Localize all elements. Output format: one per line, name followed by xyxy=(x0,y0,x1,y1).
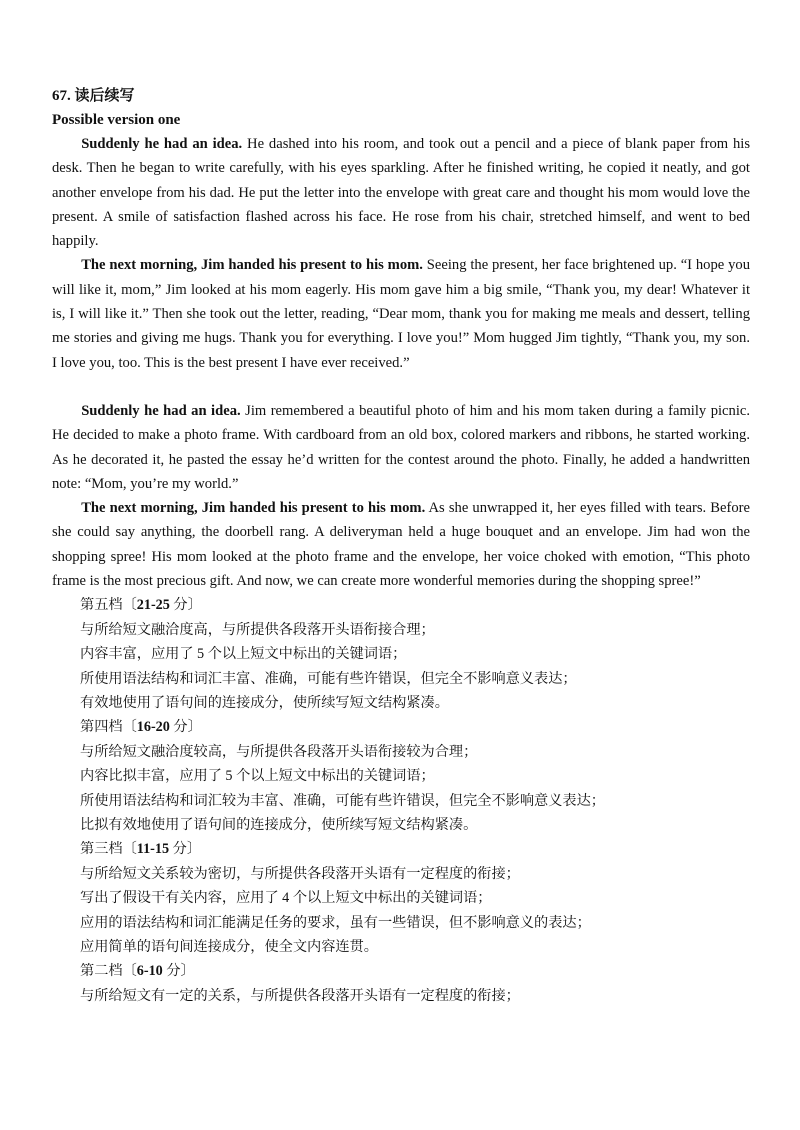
paragraph-lead: The next morning, Jim handed his present to his mom. xyxy=(81,500,426,517)
version-two-paragraph-2 xyxy=(52,496,750,593)
rubric-line: 所使用语法结构和词汇较为丰富、准确，可能有些许错误，但完全不影响意义表达； xyxy=(80,792,605,809)
answer-page xyxy=(52,84,750,1008)
rubric-level-2-title: 第二档〔6-10 分〕 xyxy=(80,963,195,980)
rubric-level-3-title: 第三档〔11-15 分〕 xyxy=(80,841,202,858)
rubric-line: 有效地使用了语句间的连接成分，使所续写短文结构紧凑。 xyxy=(80,694,449,711)
version-heading: Possible version one xyxy=(52,112,181,128)
version-one-paragraph-2 xyxy=(52,253,750,374)
rubric-line: 与所给短文有一定的关系，与所提供各段落开头语有一定程度的衔接； xyxy=(80,987,520,1004)
rubric-line: 与所给短文关系较为密切，与所提供各段落开头语有一定程度的衔接； xyxy=(80,865,520,882)
paragraph-lead: Suddenly he had an idea. xyxy=(81,402,241,419)
version-one-paragraph-1 xyxy=(52,132,750,253)
rubric-line: 内容比拟丰富，应用了 5 个以上短文中标出的关键词语； xyxy=(80,768,435,785)
rubric-line: 比拟有效地使用了语句间的连接成分，使所续写短文结构紧凑。 xyxy=(80,817,478,833)
rubric-line: 写出了假设干有关内容，应用了 4 个以上短文中标出的关键词语； xyxy=(80,890,492,907)
rubric-line: 所使用语法结构和词汇丰富、准确，可能有些许错误，但完全不影响意义表达； xyxy=(80,670,577,687)
paragraph-body: He dashed into his room, and took out a pencil and a piece of blank paper from his desk. Then he began to write carefully, with his eyes sparkling. After he finished writing, he copied it neatly, and got another envelope from his dad. He put the letter into the envelope with great care and thought his mom would love the present. A smile of satisfaction flashed across his face. He rose from his chair, stretched himself, and went to bed happily. xyxy=(52,136,750,250)
version-two-paragraph-1 xyxy=(52,399,750,496)
rubric-level-5-title: 第五档〔21-25 分〕 xyxy=(80,597,202,614)
rubric-line: 应用的语法结构和词汇能满足任务的要求，虽有一些错误，但不影响意义的表达； xyxy=(80,914,591,931)
paragraph-gap xyxy=(52,375,750,399)
paragraph-lead: The next morning, Jim handed his present to his mom. xyxy=(81,257,423,274)
paragraph-body: Seeing the present, her face brightened up. “I hope you will like it, mom,” Jim looked at his mom eagerly. His mom gave him a big smile, “Thank you, my dear! Whatever it is, I will like it.” Then she took out the letter, reading, “Dear mom, thank you for making me meals and dessert, telling me stories and giving me hugs. Thank you for everything. I love you!” Mom hugged Jim tightly, “Thank you, my son. I love you, too. This is the best present I have ever received.” xyxy=(52,257,750,371)
rubric-line: 与所给短文融洽度较高，与所提供各段落开头语衔接较为合理； xyxy=(80,743,478,760)
paragraph-body: As she unwrapped it, her eyes filled with tears. Before she could say anything, the doorbell rang. A deliveryman held a huge bouquet and an envelope. Jim had won the shopping spree! His mom looked at the photo frame and the envelope, her voice choked with emotion, “This photo frame is the most precious gift. And now, we can create more wonderful memories during the shopping spree!” xyxy=(52,500,750,590)
rubric-line: 内容丰富，应用了 5 个以上短文中标出的关键词语； xyxy=(80,646,407,663)
paragraph-lead: Suddenly he had an idea. xyxy=(81,136,243,152)
scoring-rubric xyxy=(52,593,750,1008)
paragraph-body: Jim remembered a beautiful photo of him and his mom taken during a family picnic. He decided to make a photo frame. With cardboard from an old box, colored markers and ribbons, he started working. As he decorated it, he pasted the essay he’d written for the contest around the photo. Finally, he added a handwritten note: “Mom, you’re my world.” xyxy=(52,402,750,492)
rubric-line: 与所给短文融洽度高，与所提供各段落开头语衔接合理； xyxy=(80,621,435,638)
question-heading: 67. 读后续写 xyxy=(52,88,135,104)
rubric-line: 应用简单的语句间连接成分，使全文内容连贯。 xyxy=(80,939,378,956)
rubric-level-4-title: 第四档〔16-20 分〕 xyxy=(80,719,202,736)
